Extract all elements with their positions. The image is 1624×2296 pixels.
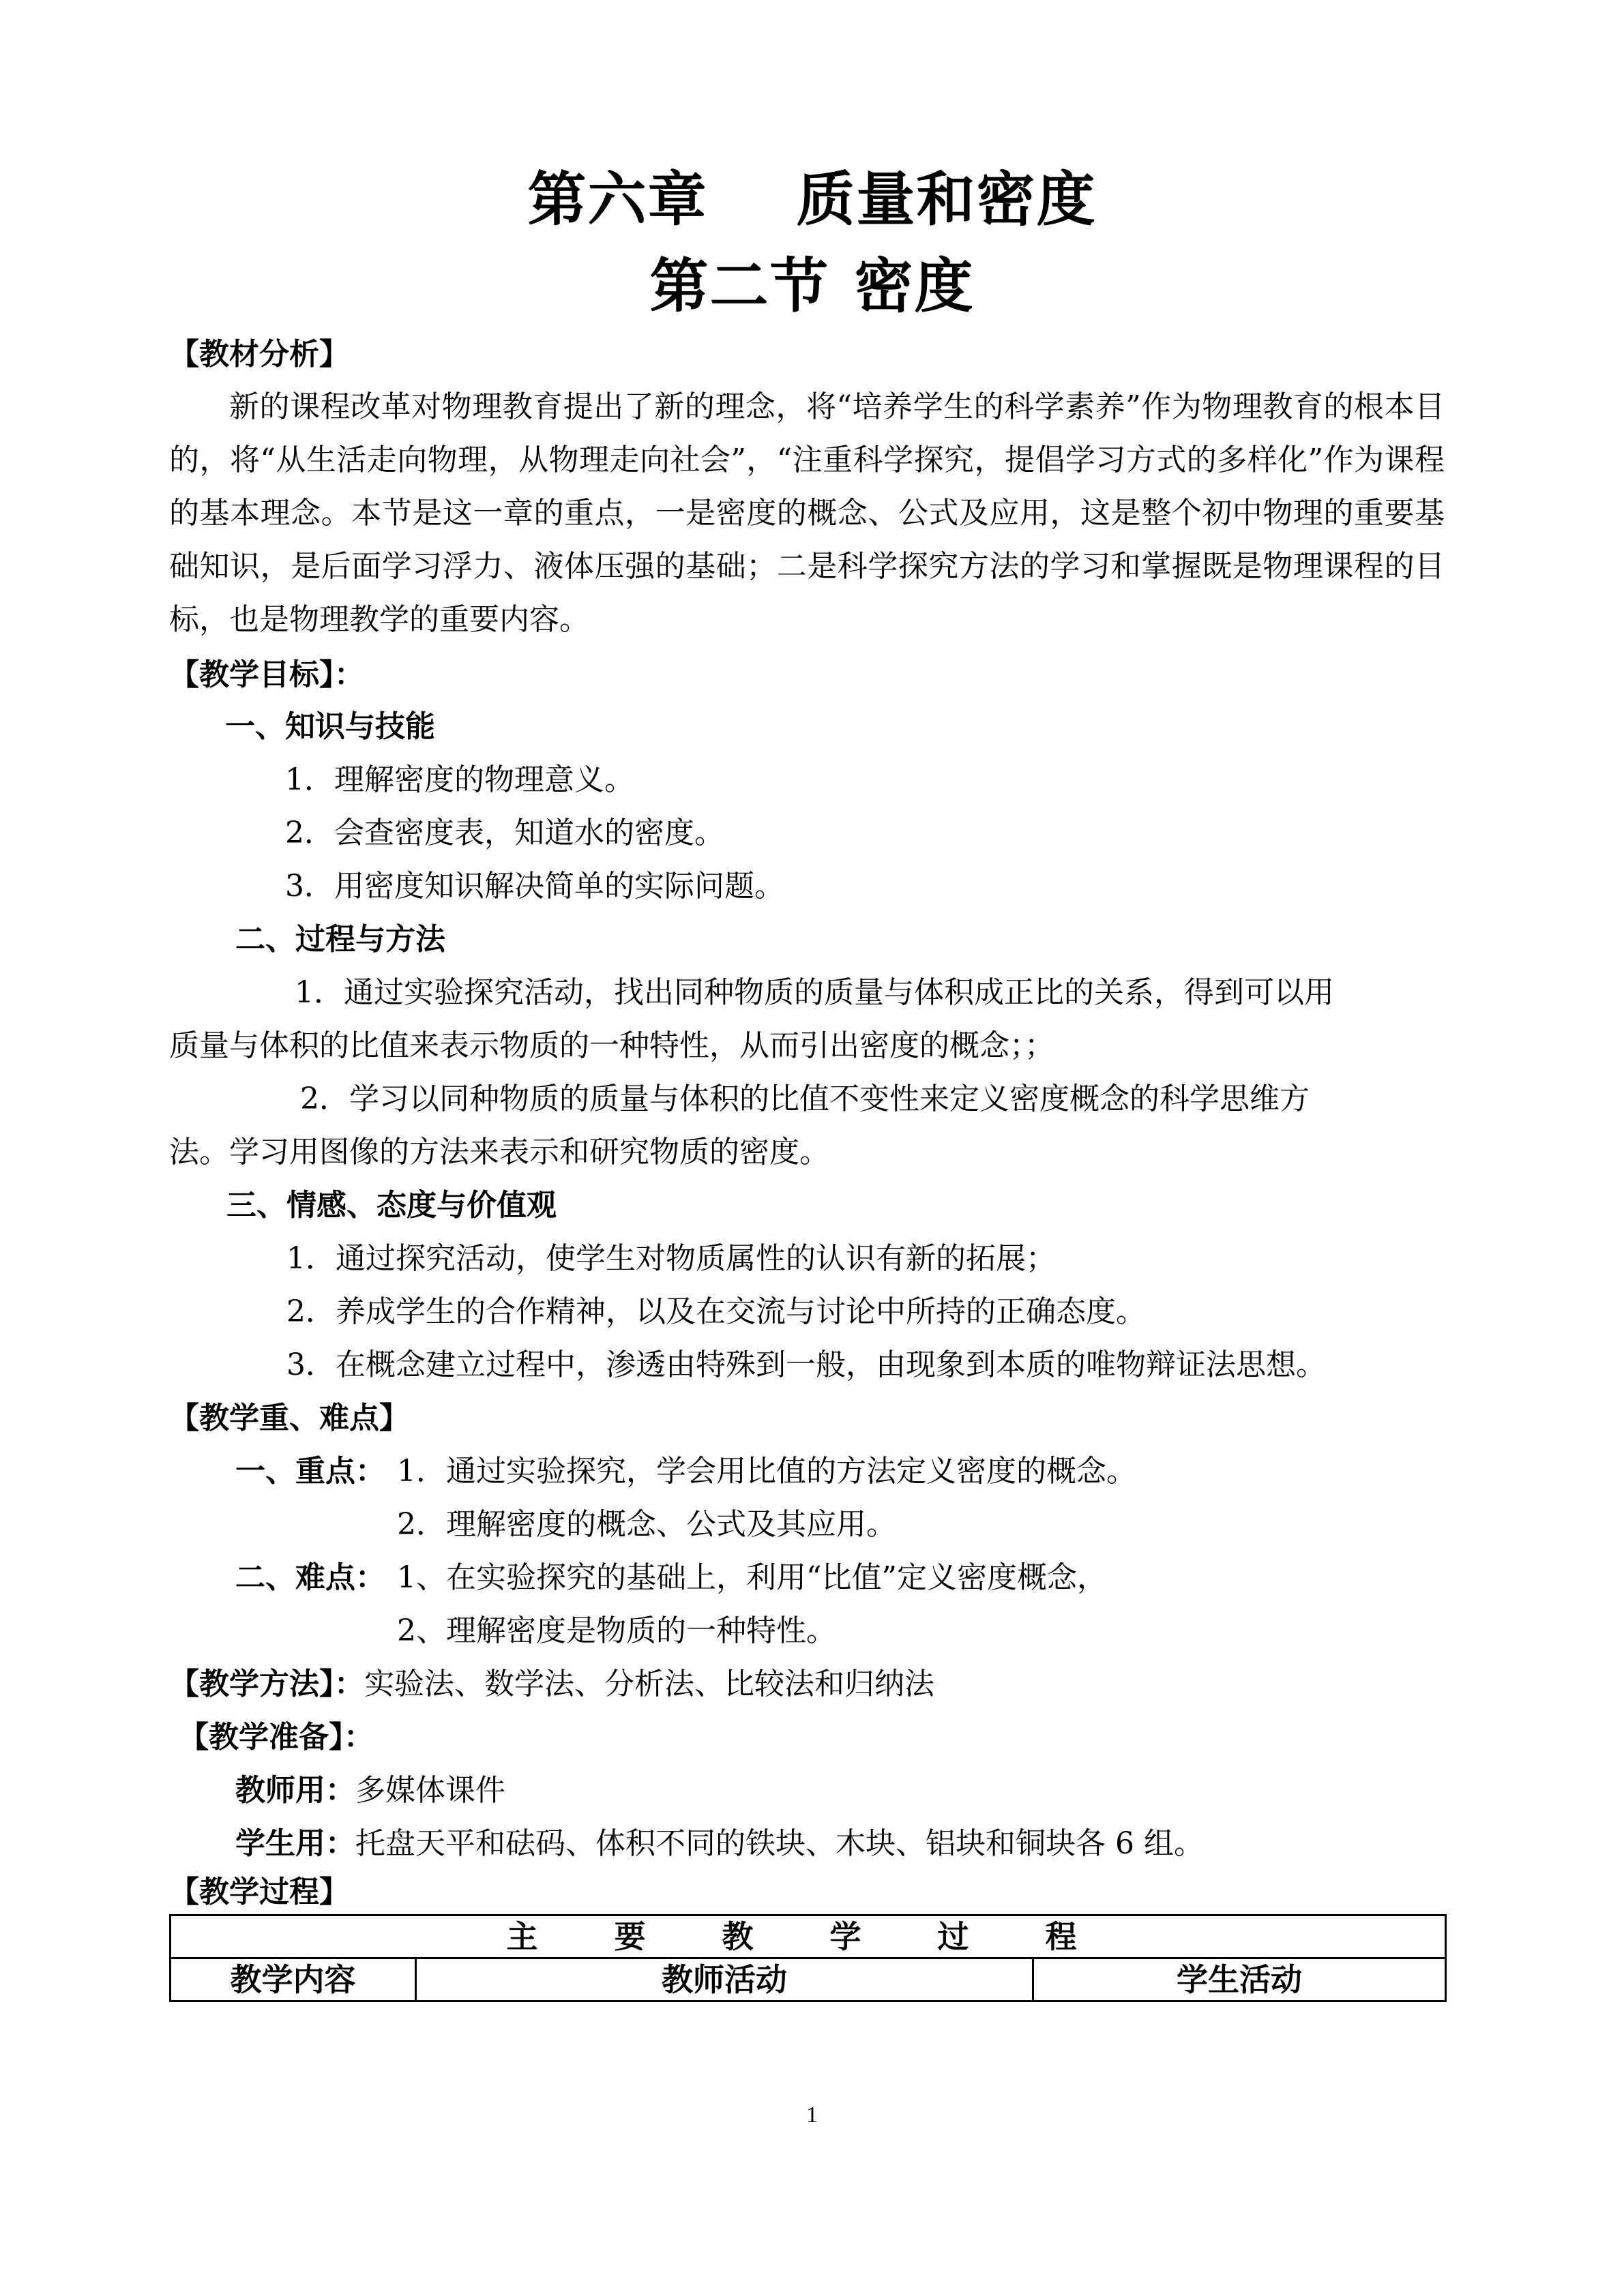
table-header-row [171, 1958, 1446, 2001]
emotion-item-3: 3．在概念建立过程中，渗透由特殊到一般，由现象到本质的唯物辩证法思想。 [286, 1347, 1326, 1382]
key-point-item-2: 2．理解密度的概念、公式及其应用。 [397, 1507, 896, 1542]
process-section-heading: 【教学过程】 [169, 1875, 349, 1909]
column-header-student: 学生活动 [1033, 1958, 1446, 2001]
section-name: 密度 [854, 252, 975, 320]
column-header-content: 教学内容 [171, 1958, 416, 2001]
key-point-label: 一、重点： [235, 1454, 385, 1489]
student-prep-label: 学生用： [235, 1826, 355, 1861]
methods-heading: 【教学方法】： [169, 1667, 364, 1701]
preparation-heading: 【教学准备】： [179, 1720, 374, 1755]
page-number: 1 [806, 2102, 818, 2128]
student-prep-line [235, 1823, 1204, 1864]
methods-text: 实验法、数学法、分析法、比较法和归纳法 [364, 1667, 934, 1701]
difficult-point-label: 二、难点： [235, 1560, 385, 1595]
textbook-analysis-heading: 【教材分析】 [169, 337, 349, 372]
process-item-2-line-2: 法。学习用图像的方法来表示和研究物质的密度。 [169, 1135, 829, 1169]
methods-line [169, 1664, 934, 1705]
chapter-name: 质量和密度 [796, 166, 1097, 234]
difficult-point-item-2: 2、理解密度是物质的一种特性。 [397, 1613, 836, 1648]
knowledge-item-1: 1．理解密度的物理意义。 [285, 762, 634, 797]
key-point-item-1: 1．通过实验探究，学会用比值的方法定义密度的概念。 [397, 1454, 1136, 1489]
knowledge-item-3: 3．用密度知识解决简单的实际问题。 [285, 869, 784, 904]
textbook-analysis-paragraph: 新的课程改革对物理教育提出了新的理念，将“培养学生的科学素养”作为物理教育的根本目的，将“从生活走向物理，从物理走向社会”，“注重科学探究，提倡学习方式的多样化”作为课程的基本理念。本节是这一章的重点，一是密度的概念、公式及应用，这是整个初中物理的重要基础知识，是后面学习浮力、液体压强的基础；二是科学探究方法的学习和掌握既是物理课程的目标，也是物理教学的重要内容。 [169, 389, 1445, 637]
objectives-heading: 【教学目标】： [169, 657, 364, 692]
emotion-values-heading: 三、情感、态度与价值观 [226, 1188, 557, 1223]
teaching-process-table [169, 1914, 1447, 2002]
table-title-row [171, 1915, 1446, 1958]
key-points-heading: 【教学重、难点】 [169, 1401, 409, 1435]
column-header-teacher: 教师活动 [416, 1958, 1033, 2001]
knowledge-skills-heading: 一、知识与技能 [225, 709, 435, 744]
process-item-2-line-1: 2．学习以同种物质的质量与体积的比值不变性来定义密度概念的科学思维方 [300, 1082, 1310, 1116]
section-number: 第二节 [649, 252, 830, 320]
process-item-1-line-2: 质量与体积的比值来表示物质的一种特性，从而引出密度的概念；； [169, 1028, 1054, 1063]
teacher-prep-line [235, 1770, 505, 1811]
chapter-number: 第六章 [527, 166, 708, 234]
emotion-item-1: 1．通过探究活动，使学生对物质属性的认识有新的拓展； [286, 1241, 1056, 1276]
student-prep-text: 托盘天平和砝码、体积不同的铁块、木块、铝块和铜块各 6 组。 [355, 1826, 1204, 1861]
process-item-1-line-1: 1．通过实验探究活动，找出同种物质的质量与体积成正比的关系，得到可以用 [295, 975, 1334, 1010]
chapter-title [0, 162, 1624, 237]
section-title [0, 249, 1624, 324]
difficult-point-item-1: 1、在实验探究的基础上，利用“比值”定义密度概念， [397, 1560, 1107, 1595]
teacher-prep-text: 多媒体课件 [355, 1773, 505, 1808]
process-method-heading: 二、过程与方法 [235, 922, 445, 957]
knowledge-item-2: 2．会查密度表，知道水的密度。 [285, 816, 724, 850]
emotion-item-2: 2．养成学生的合作精神，以及在交流与讨论中所持的正确态度。 [286, 1294, 1146, 1329]
teacher-prep-label: 教师用： [235, 1773, 355, 1808]
table-title: 主 要 教 学 过 程 [171, 1915, 1446, 1958]
